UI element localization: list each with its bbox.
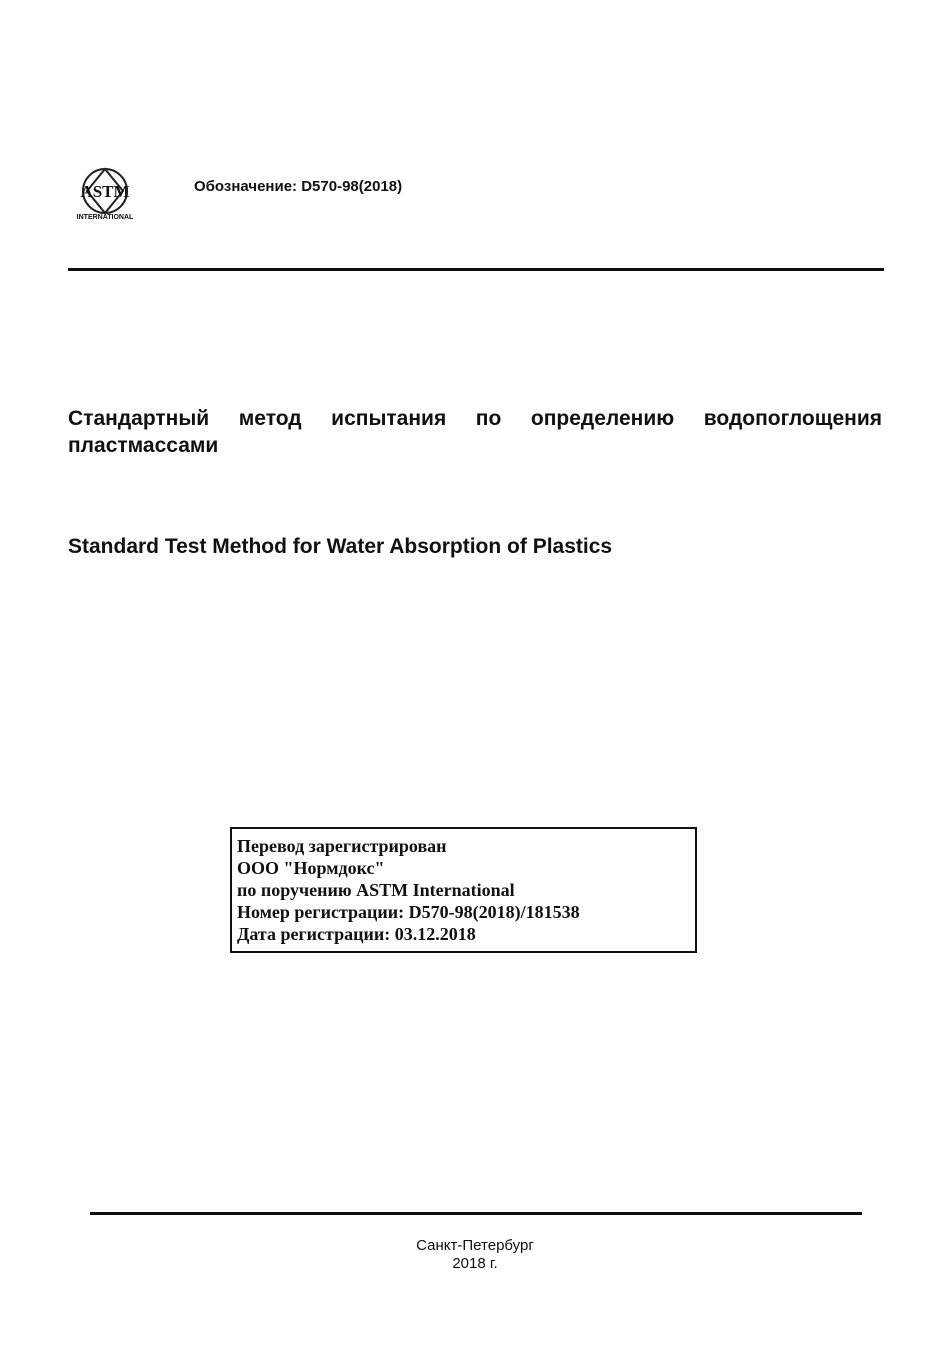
top-divider (68, 268, 884, 271)
document-designation: Обозначение: D570-98(2018) (194, 178, 403, 195)
footer-city: Санкт-Петербург (416, 1237, 534, 1254)
footer-year: 2018 г. (452, 1255, 498, 1272)
logo-wordmark: INTERNATIONAL (76, 214, 134, 221)
registration-line: Перевод зарегистрирован (237, 836, 447, 856)
logo-mark: ASTM (80, 182, 130, 201)
registration-line: Номер регистрации: D570-98(2018)/181538 (237, 902, 580, 922)
astm-logo (76, 164, 136, 222)
title-russian: Стандартный метод испытания по определению водопоглощения пластмассами (68, 407, 882, 457)
title-english: Standard Test Method for Water Absorption of Plastics (68, 535, 613, 558)
registration-line: по поручению ASTM International (237, 880, 515, 900)
registration-line: Дата регистрации: 03.12.2018 (237, 924, 476, 944)
astm-logo-graphic (76, 164, 136, 222)
bottom-divider (90, 1212, 862, 1215)
registration-line: ООО "Нормдокс" (237, 858, 385, 878)
registration-box (230, 827, 697, 953)
